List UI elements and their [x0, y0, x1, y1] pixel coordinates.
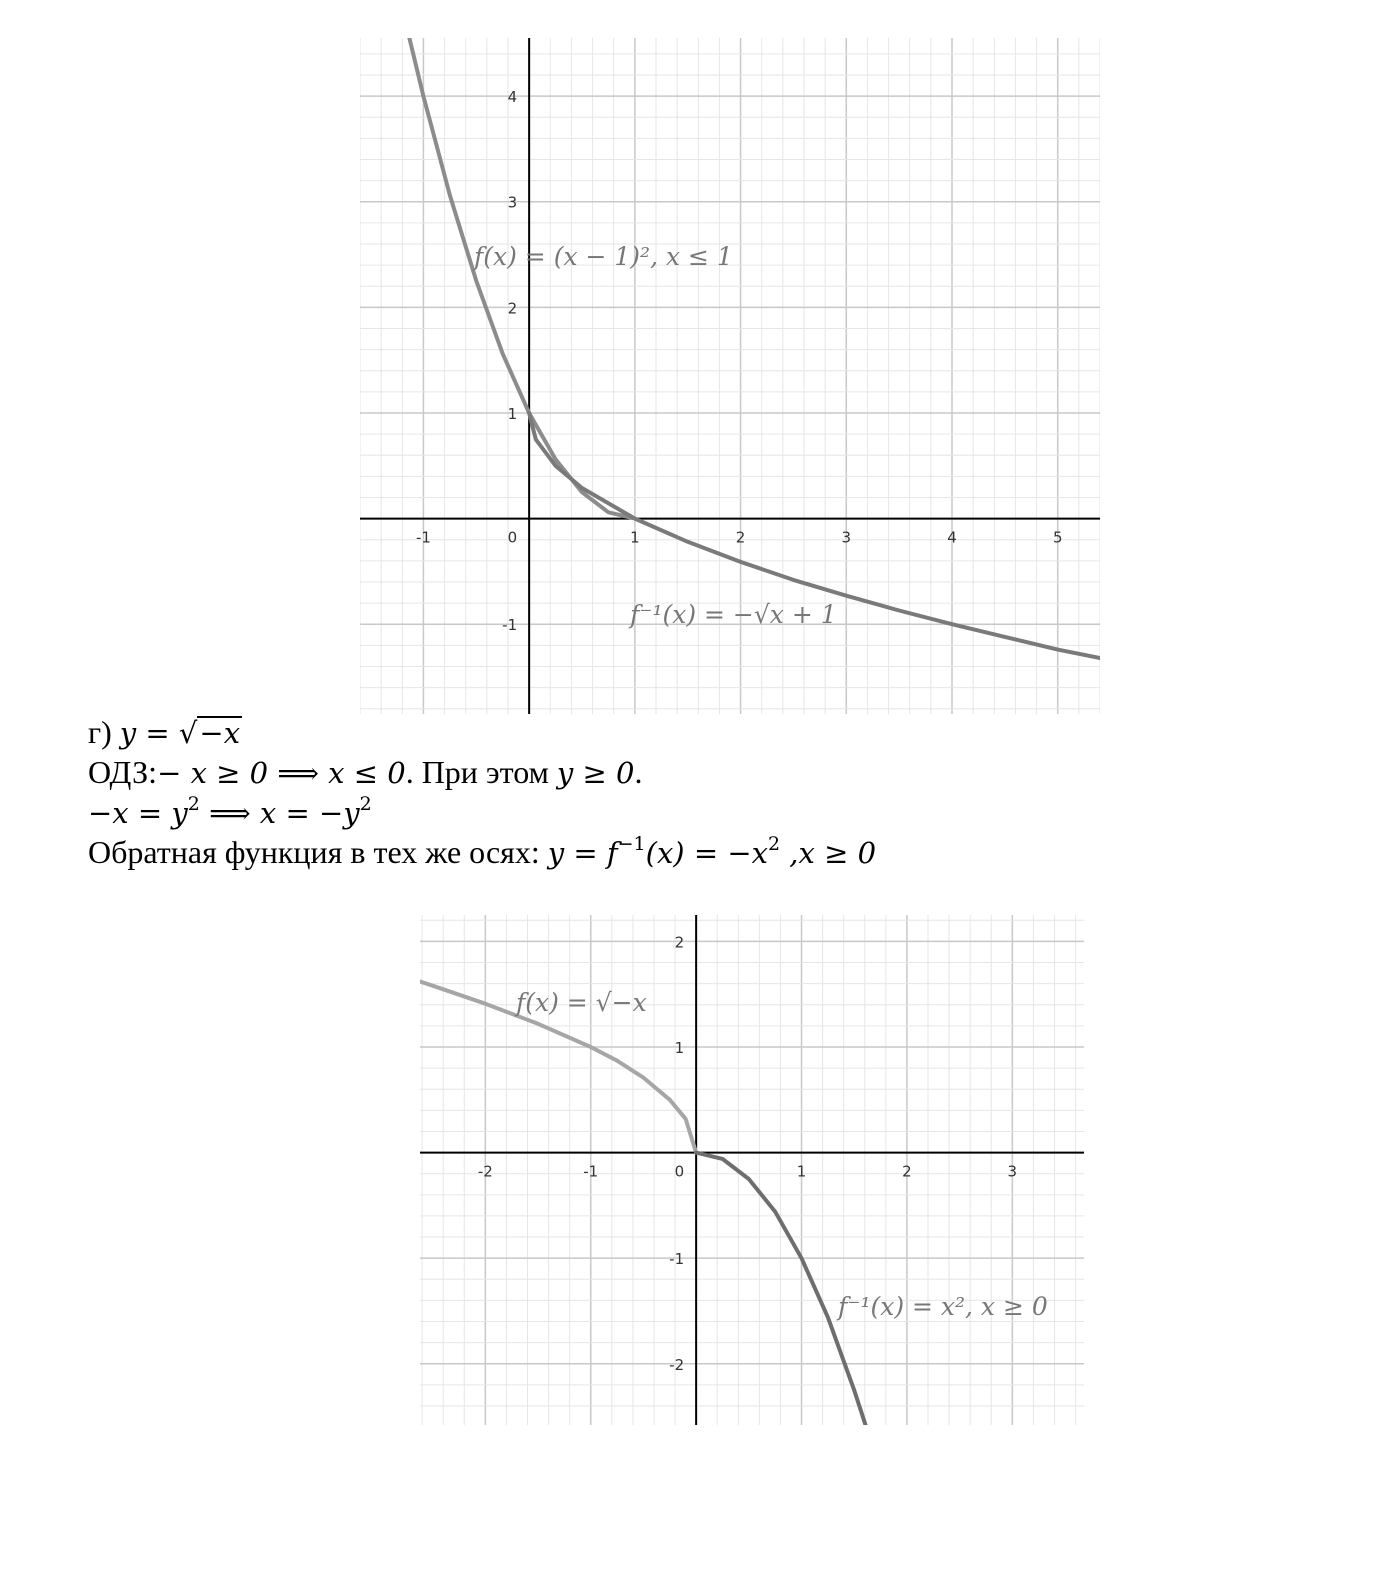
odz-end: . [634, 754, 643, 790]
text-line-2 [88, 752, 1088, 792]
function-label-f-inverse: f⁻¹(x) = −√x + 1 [630, 600, 837, 629]
x-tick-label: 3 [1007, 1162, 1018, 1181]
chart-upper [360, 38, 1100, 714]
origin-label: 0 [674, 1162, 685, 1181]
text-line-1: г) y = √−x [88, 714, 241, 750]
function-label-f: f(x) = √−x [516, 988, 647, 1017]
origin-label: 0 [507, 528, 518, 547]
y-tick-label: 2 [674, 933, 685, 952]
chart-lower [420, 915, 1084, 1425]
y-tick-label: -1 [669, 1250, 685, 1269]
function-label-f: f(x) = (x − 1)², x ≤ 1 [474, 242, 733, 271]
sqrt-argument: −x [199, 716, 241, 750]
inverse-prefix: Обратная функция в тех же осях: [88, 834, 548, 870]
x-tick-label: 1 [796, 1162, 807, 1181]
y-tick-label: 4 [507, 88, 518, 107]
item-prefix: г) [88, 714, 120, 750]
odz-middle: . При этом [405, 754, 557, 790]
y-tick-label: 1 [674, 1038, 685, 1057]
equals: = [136, 716, 179, 750]
x-tick-label: -1 [415, 528, 431, 547]
var-y: y [119, 716, 137, 750]
equation-lhs: −x = y [88, 796, 188, 830]
y-tick-label: -2 [669, 1355, 685, 1374]
x-tick-label: 2 [902, 1162, 912, 1181]
x-tick-label: 4 [947, 528, 957, 547]
series-curve-2 [696, 1153, 867, 1425]
x-tick-label: 2 [735, 528, 746, 547]
range-condition: y ≥ 0 [556, 756, 635, 790]
function-label-f-inverse: f⁻¹(x) = x², x ≥ 0 [838, 1292, 1048, 1321]
y-tick-label: 3 [507, 193, 518, 212]
x-tick-label: 1 [630, 528, 640, 547]
x-tick-label: 5 [1052, 528, 1063, 547]
equation-result: ⟹ x = −y [199, 796, 360, 830]
x-tick-label: -2 [477, 1162, 493, 1181]
odz-prefix: ОДЗ: [88, 754, 158, 790]
x-tick-label: -1 [583, 1162, 599, 1181]
y-tick-label: -1 [502, 616, 518, 635]
series-curve-1 [408, 38, 635, 519]
text-line-4: Обратная функция в тех же осях: $y = f^{-1}(x) = -x^2$ ,x ≥ 0 [88, 833, 877, 870]
x-tick-label: 3 [841, 528, 852, 547]
solution-text [88, 712, 1088, 872]
text-line-3: $-x = y^2$ ⟹ $x = -y^2$ [88, 793, 372, 830]
y-tick-label: 1 [507, 404, 518, 423]
odz-condition: − x ≥ 0 ⟹ x ≤ 0 [157, 756, 406, 790]
inverse-formula: y = f [547, 836, 618, 870]
y-tick-label: 2 [507, 299, 518, 318]
